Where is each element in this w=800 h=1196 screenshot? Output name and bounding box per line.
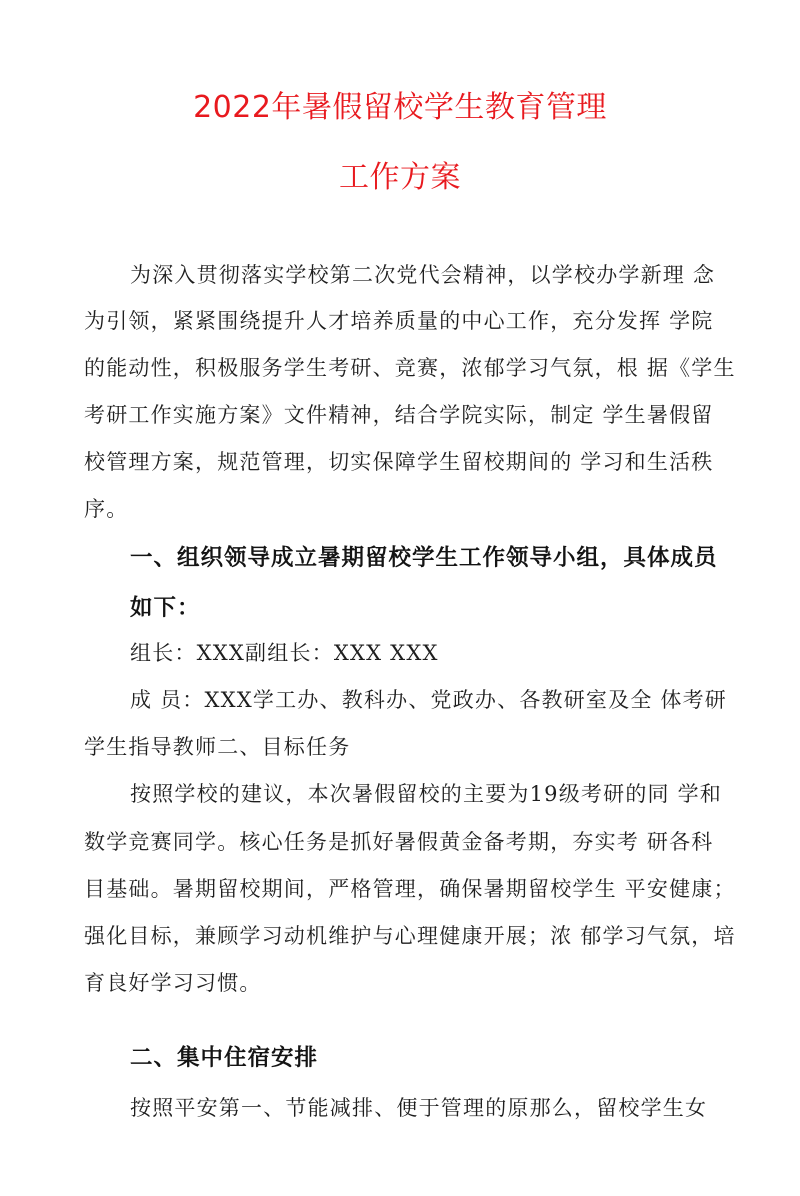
section-1-line: 按照学校的建议，本次暑假留校的主要为19级考研的同 学和 [130, 782, 722, 806]
intro-line: 校管理方案，规范管理，切实保障学生留校期间的 学习和生活秩 [84, 450, 714, 474]
section-1-line: 组长：XXX副组长：XXX XXX [130, 641, 439, 665]
section-2-line: 按照平安第一、节能减排、便于管理的原那么，留校学生女 [130, 1096, 708, 1120]
intro-line: 为深入贯彻落实学校第二次党代会精神，以学校办学新理 念 [130, 263, 716, 287]
section-1-line: 目基础。暑期留校期间，严格管理，确保暑期留校学生 平安健康； [84, 877, 736, 901]
section-1-line: 数学竞赛同学。核心任务是抓好暑假黄金备考期，夯实考 研各科 [84, 830, 714, 854]
section-1-line: 育良好学习习惯。 [84, 971, 262, 995]
section-1-line: 成 员：XXX学工办、教科办、党政办、各教研室及全 体考研 [130, 688, 727, 712]
section-1-heading-line: 如下： [130, 595, 201, 621]
section-1-line: 强化目标，兼顾学习动机维护与心理健康开展；浓 郁学习气氛，培 [84, 924, 736, 948]
intro-line: 为引领，紧紧围绕提升人才培养质量的中心工作，充分发挥 学院 [84, 309, 714, 333]
intro-line: 考研工作实施方案》文件精神，结合学院实际，制定 学生暑假留 [84, 403, 714, 427]
section-1-line: 学生指导教师二、目标任务 [84, 735, 351, 759]
section-1-heading-line: 一、组织领导成立暑期留校学生工作领导小组，具体成员 [130, 545, 718, 571]
intro-line: 序。 [84, 497, 129, 521]
section-2-heading: 二、集中住宿安排 [130, 1045, 319, 1071]
intro-line: 的能动性，积极服务学生考研、竞赛，浓郁学习气氛，根 据《学生 [84, 356, 736, 380]
document-title-line-2: 工作方案 [339, 160, 461, 195]
document-title-line-1: 2022年暑假留校学生教育管理 [193, 90, 607, 125]
